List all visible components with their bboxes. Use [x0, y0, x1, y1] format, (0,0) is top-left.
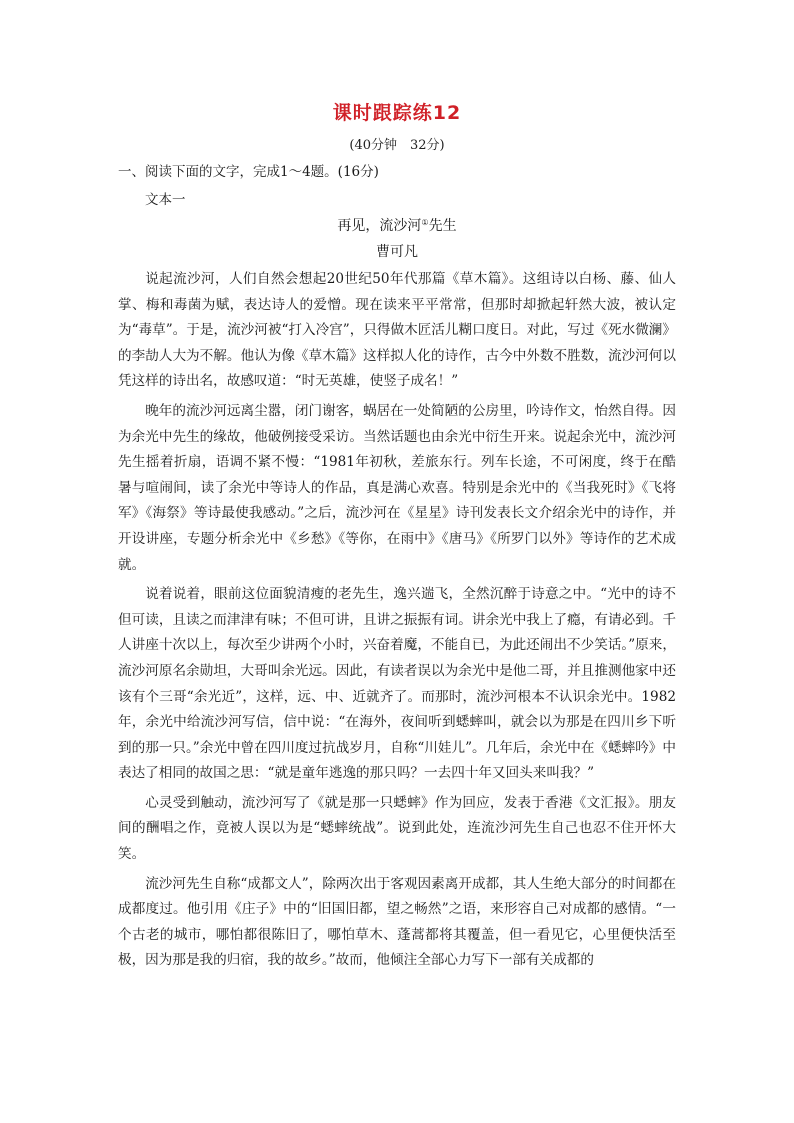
footnote-marker: ①	[421, 218, 429, 227]
text-label: 文本一	[145, 192, 186, 208]
time-score-note: (40分钟 32分)	[349, 138, 445, 153]
paragraph: 流沙河先生自称“成都文人”，除两次出于客观因素离开成都，其人生绝大部分的时间都在成都度过。他引用《庄子》中的“旧国旧都，望之畅然”之语，来形容自己对成都的感情。“一个古老的城市，哪怕都很陈旧了，哪怕草木、蓬蒿都将其覆盖，但一看见它，心里便快活至极，因为那是我的归宿，我的故乡。”故而，他倾注全部心力写下一部有关成都的	[118, 875, 676, 969]
page-title: 课时跟踪练12	[332, 102, 462, 124]
article-body	[118, 267, 676, 978]
paragraph: 说着说着，眼前这位面貌清瘦的老先生，逸兴遄飞，全然沉醉于诗意之中。“光中的诗不但可读，且读之而津津有味；不但可讲，且讲之振振有词。讲余光中我上了瘾，有请必到。千人讲座十次以上，每次至少讲两个小时，兴奋着魔，不能自已，为此还闹出不少笑话。”原来，流沙河原名余勋坦，大哥叫余光远。因此，有读者误以为余光中是他二哥，并且推测他家中还该有个三哥“余光近”，这样，远、中、近就齐了。而那时，流沙河根本不认识余光中。1982年，余光中给流沙河写信，信中说：“在海外，夜间听到蟋蟀叫，就会以为那是在四川乡下听到的那一只。”余光中曾在四川度过抗战岁月，自称“川娃儿”。几年后，余光中在《蟋蟀吟》中表达了相同的故国之思：“就是童年逃逸的那只吗？一去四十年又回头来叫我？”	[118, 586, 676, 782]
article-author: 曹可凡	[376, 244, 418, 260]
paragraph: 晚年的流沙河远离尘嚣，闭门谢客，蜗居在一处简陋的公房里，吟诗作文，怡然自得。因为余光中先生的缘故，他破例接受采访。当然话题也由余光中衍生开来。说起余光中，流沙河先生摇着折扇，语调不紧不慢：“1981年初秋，差旅东行。列车长途，不可闲度，终于在酷暑与喧闹间，读了余光中等诗人的作品，真是满心欢喜。特别是余光中的《当我死时》《飞将军》《海祭》等诗最使我感动。”之后，流沙河在《星星》诗刊发表长文介绍余光中的诗作，并开设讲座，专题分析余光中《乡愁》《等你，在雨中》《唐马》《所罗门以外》等诗作的艺术成就。	[118, 402, 676, 573]
article-title-main: 再见，流沙河	[337, 218, 422, 234]
question-instruction: 一、阅读下面的文字，完成1～4题。(16分)	[118, 164, 379, 180]
paragraph: 心灵受到触动，流沙河写了《就是那一只蟋蟀》作为回应，发表于香港《文汇报》。朋友间的酬唱之作，竟被人误以为是“蟋蟀统战”。说到此处，连流沙河先生自己也忍不住开怀大笑。	[118, 794, 676, 863]
paragraph: 说起流沙河，人们自然会想起20世纪50年代那篇《草木篇》。这组诗以白杨、藤、仙人掌、梅和毒菌为赋，表达诗人的爱憎。现在读来平平常常，但那时却掀起轩然大波，被认定为“毒草”。于是，流沙河被“打入冷宫”，只得做木匠活儿糊口度日。对此，写过《死水微澜》的李劼人大为不解。他认为像《草木篇》这样拟人化的诗作，古今中外数不胜数，流沙河何以凭这样的诗出名，故感叹道：“时无英雄，使竖子成名！”	[118, 271, 676, 390]
article-title	[0, 215, 794, 235]
article-title-tail: 先生	[428, 218, 457, 234]
